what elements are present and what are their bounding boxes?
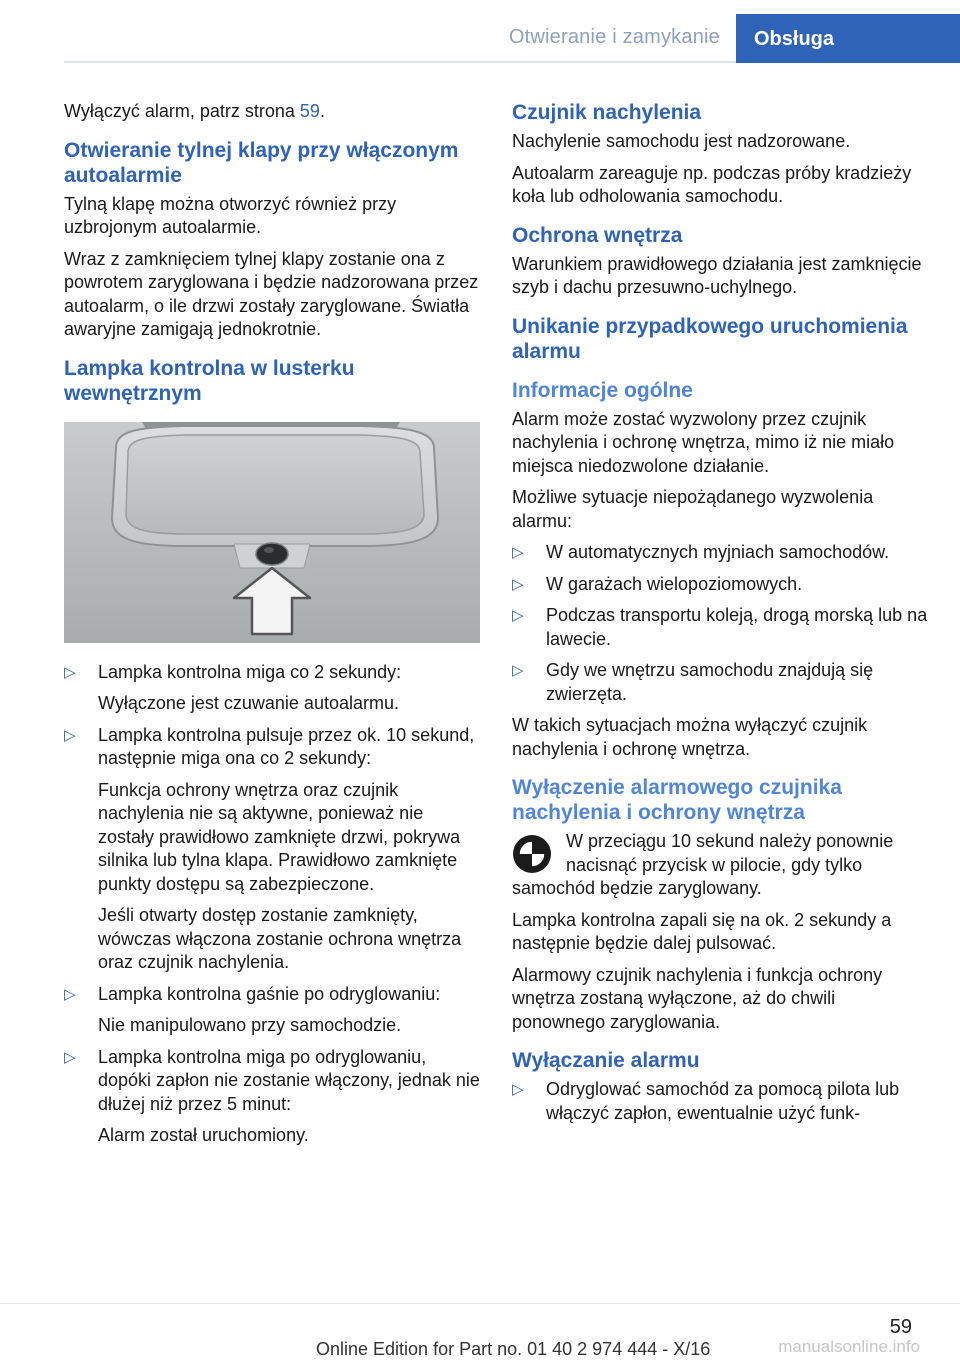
mirror-illustration: [64, 422, 480, 643]
edition-footer: Online Edition for Part no. 01 40 2 974 444 - X/16: [316, 1339, 711, 1359]
paragraph: Lampka kontrolna zapali się na ok. 2 sekundy a następnie będzie dalej pulsować.: [512, 909, 892, 953]
heading-tilt-sensor: Czujnik nachylenia: [512, 101, 702, 124]
watermark: manualsonline.info: [778, 1337, 920, 1356]
right-column: [512, 100, 928, 1133]
left-column: [64, 100, 480, 1156]
paragraph: Możliwe sytuacje niepożądanego wyzwolenia alarmu:: [512, 487, 874, 531]
situations-list: [512, 541, 928, 706]
list-item: ▷ Odryglować samochód za pomocą pilota lub włączyć zapłon, ewentualnie użyć funk-: [512, 1079, 900, 1123]
alarm-off-list: [512, 1078, 928, 1125]
heading-avoid-false-alarm: Unikanie przypadkowego uruchomienia alarmu: [512, 314, 908, 363]
paragraph: Alarmowy czujnik nachylenia i funkcja ochrony wnętrza zostaną wyłączone, aż do chwili ponownego zaryglowania.: [512, 964, 883, 1032]
list-item: ▷ W garażach wielopoziomowych.: [512, 573, 928, 597]
list-item: ▷ Lampka kontrolna gaśnie po odryglowaniu: Nie manipulowano przy samochodzie.: [64, 983, 441, 1035]
footer-rule: [0, 1303, 960, 1304]
header-chapter-tab[interactable]: Obsługa: [736, 14, 960, 63]
paragraph: Tylną klapę można otworzyć również przy uzbrojonym autoalarmie.: [64, 193, 397, 237]
page-link[interactable]: 59: [299, 101, 320, 121]
list-item: ▷ Lampka kontrolna miga co 2 sekundy: Wyłączone jest czuwanie autoalarmu.: [64, 661, 402, 713]
paragraph: Autoalarm zareaguje np. podczas próby kradzieży koła lub odholowania samochodu.: [512, 162, 912, 206]
paragraph: W takich sytuacjach można wyłączyć czujnik nachylenia i ochronę wnętrza.: [512, 715, 868, 759]
list-item: ▷ Gdy we wnętrzu samochodu znajdują się zwierzęta.: [512, 660, 874, 704]
heading-interior-protection: Ochrona wnętrza: [512, 223, 683, 247]
paragraph: Warunkiem prawidłowego działania jest zamknięcie szyb i dachu przesuwno-uchylnego.: [512, 253, 922, 297]
triangle-bullet-icon: ▷: [64, 726, 76, 744]
heading-tailgate: Otwieranie tylnej klapy przy włączonym autoalarmie: [64, 138, 459, 187]
triangle-bullet-icon: ▷: [64, 985, 76, 1003]
page-number: 59: [889, 1316, 912, 1338]
paragraph: Nachylenie samochodu jest nadzorowane.: [512, 131, 851, 151]
triangle-bullet-icon: ▷: [512, 544, 524, 561]
rearview-mirror-image: [64, 422, 480, 643]
heading-indicator-lamp: Lampka kontrolna w lusterku wewnętrznym: [64, 356, 355, 405]
paragraph: Alarm może zostać wyzwolony przez czujnik nachylenia i ochronę wnętrza, mimo iż nie miało miejsca niedozwolone działanie.: [512, 408, 895, 476]
subheading-general-info: Informacje ogólne: [512, 378, 693, 402]
paragraph: Wraz z zamknięciem tylnej klapy zostanie ona z powrotem zaryglowana i będzie nadzorowana przez autoalarm, o ile drzwi zostały zaryglowane. Światła awaryjne zamigają jednokrotnie.: [64, 248, 479, 339]
triangle-bullet-icon: ▷: [512, 575, 524, 593]
bmw-remote-key-icon: [512, 834, 552, 874]
triangle-bullet-icon: ▷: [512, 662, 524, 679]
intro-paragraph: Wyłączyć alarm, patrz strona 59.: [64, 101, 325, 121]
list-item: ▷ Lampka kontrolna pulsuje przez ok. 10 sekund, następnie miga ona co 2 sekundy: Funkcja ochrony wnętrza oraz czujnik nachylenia nie są aktywne, ponieważ nie zostały prawidłowo zamknięte drzwi, pokrywa silnika lub tylna klapa. Prawidłowo zamknięte punkty dostępu są zabezpieczone. Jeśli otwarty dostęp zostanie zamknięty, wówczas włączona zostanie ochrona wnętrza oraz czujnik nachylenia.: [64, 724, 475, 972]
heading-alarm-off: Wyłączanie alarmu: [512, 1049, 700, 1072]
list-item: ▷ Podczas transportu koleją, drogą morską lub na lawecie.: [512, 605, 928, 649]
subheading-disable-sensors: Wyłączenie alarmowego czujnika nachylenia i ochrony wnętrza: [512, 776, 842, 824]
list-item: ▷ Lampka kontrolna miga po odryglowaniu, dopóki zapłon nie zostanie włączony, jednak nie dłużej niż przez 5 minut: Alarm został uruchomiony.: [64, 1046, 480, 1145]
triangle-bullet-icon: ▷: [64, 663, 76, 681]
list-item: ▷ W automatycznych myjniach samochodów.: [512, 541, 928, 565]
triangle-bullet-icon: ▷: [512, 607, 524, 624]
triangle-bullet-icon: ▷: [64, 1048, 76, 1066]
header-section-title: Otwieranie i zamykanie: [508, 26, 720, 48]
indicator-states-list: [64, 661, 480, 1148]
paragraph-with-icon: W przeciągu 10 sekund należy ponownie nacisnąć przycisk w pilocie, gdy tylko samochód będzie zaryglowany.: [512, 831, 894, 898]
triangle-bullet-icon: ▷: [512, 1081, 524, 1098]
